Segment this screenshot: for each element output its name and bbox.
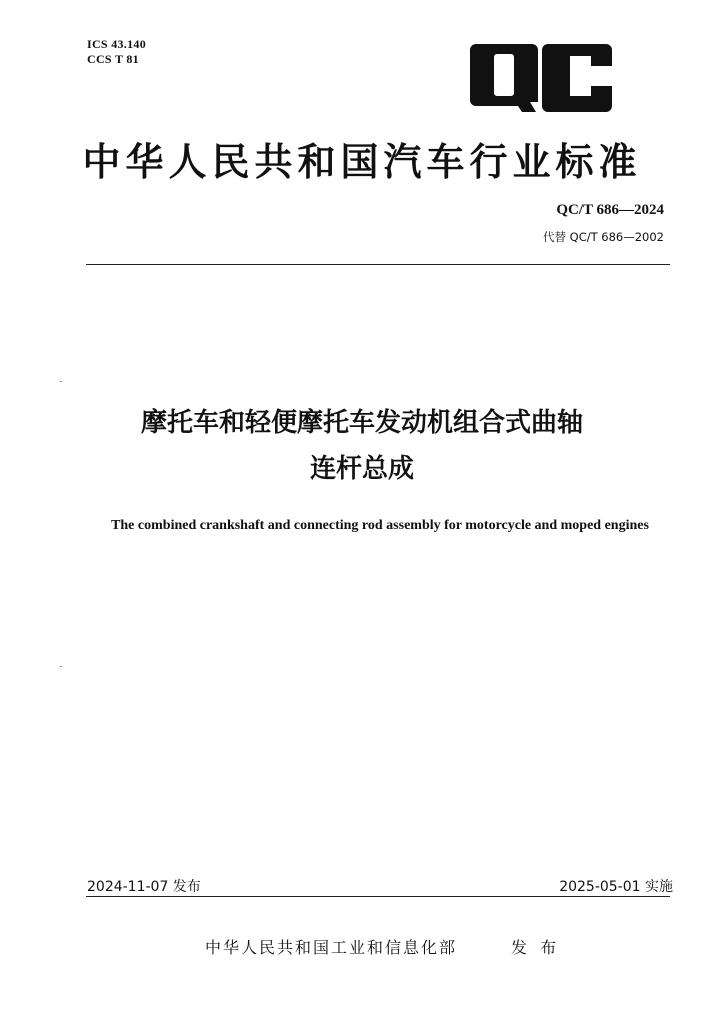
standard-number: QC/T 686—2024 — [556, 202, 664, 218]
chinese-title-line-1: 摩托车和轻便摩托车发动机组合式曲轴 — [140, 408, 583, 438]
implementation-date: 2025-05-01 实施 — [559, 879, 673, 895]
chinese-title-line-2: 连杆总成 — [309, 454, 414, 484]
qc-logo — [470, 44, 612, 114]
scan-speck — [60, 381, 62, 382]
standard-category-title: 中华人民共和国汽车行业标准 — [82, 140, 642, 184]
publish-label: 发 布 — [511, 938, 561, 957]
chinese-title — [0, 400, 724, 492]
issue-date: 2024-11-07 发布 — [87, 879, 201, 895]
scan-speck — [60, 666, 62, 667]
header-divider — [86, 264, 670, 265]
english-title: The combined crankshaft and connecting rod assembly for motorcycle and moped engines — [111, 518, 649, 533]
classification-codes — [87, 37, 146, 67]
replaces-standard: 代替 QC/T 686—2002 — [542, 230, 664, 244]
publisher-name: 中华人民共和国工业和信息化部 — [205, 938, 458, 957]
ics-code: ICS 43.140 — [87, 37, 147, 51]
ccs-code: CCS T 81 — [87, 52, 139, 66]
footer-divider — [86, 896, 670, 897]
